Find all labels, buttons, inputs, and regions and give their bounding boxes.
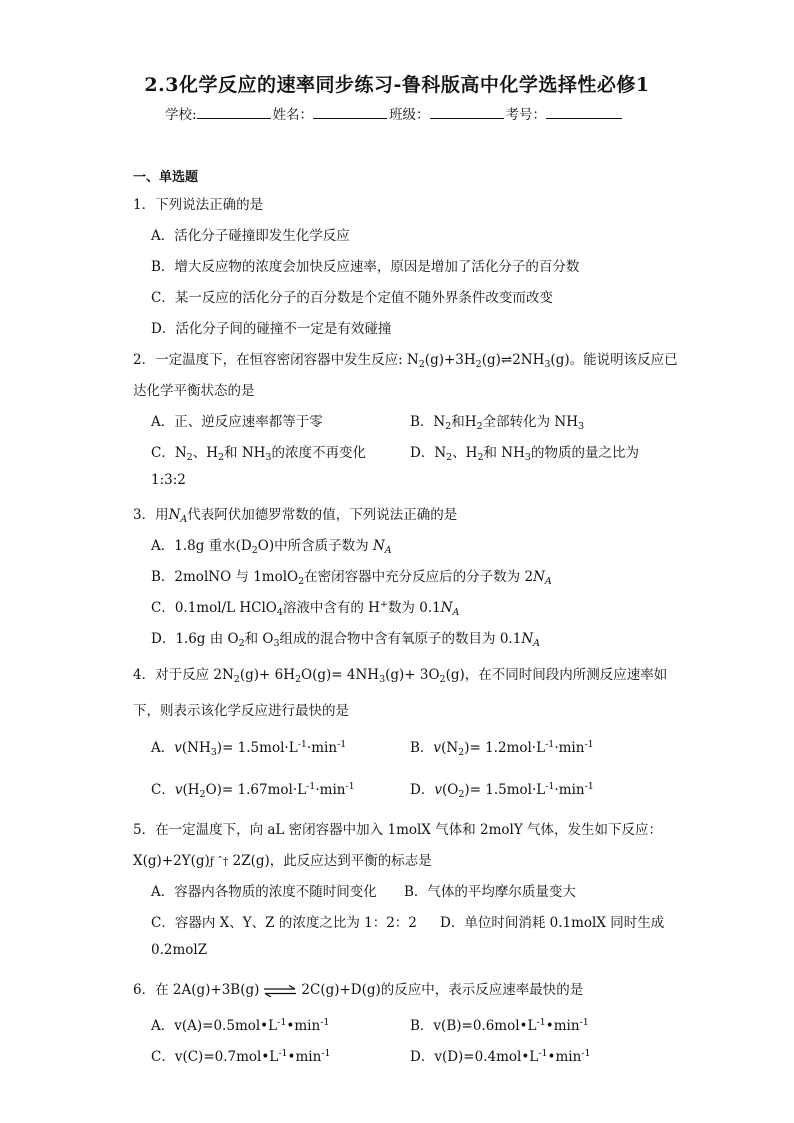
- q3-option-c: C．0.1mol/L HClO$_4$溶液中含有的 H+数为 $0.1N_A$: [151, 599, 460, 618]
- q5-option-b: B．气体的平均摩尔质量变大: [404, 884, 576, 900]
- q3-option-a: A．1.8g 重水$(D_2O)$中所含质子数为 $N_A$: [151, 538, 392, 556]
- q4-stem: 4．对于反应 $2N_2(g)+ 6H_2O(g)= 4NH_3(g)+ 3O_2(g)$，在不同时间段内所测反应速率如: [133, 667, 668, 685]
- q6-stem: 6．在 2A(g)+3B(g) 2C(g)+D(g)的反应中，表示反应速率最快的是: [133, 982, 584, 998]
- q6-option-d: D．$v(D)=0.4mol•L^{-1}•\min^{-1}$: [410, 1048, 591, 1065]
- name-blank[interactable]: [313, 106, 387, 119]
- class-blank[interactable]: [430, 106, 504, 119]
- exam-no-blank[interactable]: [546, 106, 622, 119]
- exam-no-label: 考号：: [505, 107, 547, 123]
- q2-stem-line2: 达化学平衡状态的是: [133, 383, 255, 399]
- q6-option-b: B．$v(B)=0.6mol•L^{-1}•\min^{-1}$: [410, 1017, 589, 1034]
- q4-stem-line2: 下，则表示该化学反应进行最快的是: [133, 703, 349, 719]
- page-title: 2.3化学反应的速率同步练习-鲁科版高中化学选择性必修1: [144, 74, 650, 96]
- q2-option-b: B．$N_2$和$H_2$全部转化为 $NH_3$: [410, 414, 585, 432]
- q1-option-c: C．某一反应的活化分子的百分数是个定值不随外界条件改变而改变: [151, 290, 553, 306]
- q4-option-b: B．$v(N_2)= 1.2mol\cdot L^{-1}\cdot\min^{-1}$: [410, 739, 594, 758]
- q2-option-d-line2: 1:3:2: [151, 472, 186, 488]
- q6-option-a: A．$v(A)=0.5mol•L^{-1}•\min^{-1}$: [151, 1017, 330, 1034]
- school-blank[interactable]: [197, 106, 271, 119]
- q1-option-a: A．活化分子碰撞即发生化学反应: [151, 228, 350, 244]
- q3-option-b: B．2molNO 与 1molO$_2$在密闭容器中充分反应后的分子数为 $2N_A$: [151, 569, 552, 587]
- q2-option-a: A．正、逆反应速率都等于零: [151, 414, 323, 430]
- name-label: 姓名：: [272, 107, 314, 123]
- student-info-row: [165, 103, 624, 123]
- q1-stem: 1．下列说法正确的是: [133, 197, 264, 213]
- q5-option-a: A．容器内各物质的浓度不随时间变化: [151, 884, 377, 900]
- q5-option-c: C．容器内 X、Y、Z 的浓度之比为 1：2：2: [151, 915, 417, 931]
- q4-option-a: A．$v(NH_3)= 1.5mol\cdot L^{-1}\cdot\min^{-1}$: [151, 739, 347, 758]
- q1-option-b: B．增大反应物的浓度会加快反应速率，原因是增加了活化分子的百分数: [151, 259, 580, 275]
- section-title: 一、单选题: [133, 170, 199, 185]
- q5-stem: 5．在一定温度下，向 aL 密闭容器中加入 1molX 气体和 2molY 气体，发生如下反应：: [133, 822, 663, 838]
- equilibrium-arrows-icon: [263, 985, 297, 997]
- school-label: 学校:: [165, 107, 197, 123]
- q2-option-d: D．$N_2$、$H_2$和 $NH_3$的物质的量之比为: [410, 445, 639, 463]
- q2-stem: 2．一定温度下，在恒容密闭容器中发生反应: $N_2(g)+3H_2(g)\rightleftharpoons 2NH_3(g)$。能说明该反应已: [133, 352, 678, 370]
- q1-option-d: D．活化分子间的碰撞不一定是有效碰撞: [151, 321, 392, 337]
- q2-option-c: C．$N_2$、$H_2$和 $NH_3$的浓度不再变化: [151, 445, 366, 463]
- q3-option-d: D．1.6g 由 $O_2$和 $O_3$组成的混合物中含有氧原子的数目为 $0.1N_A$: [151, 631, 540, 649]
- q6-option-c: C．$v(C)=0.7mol•L^{-1}•\min^{-1}$: [151, 1048, 331, 1065]
- class-label: 班级：: [389, 107, 430, 123]
- q4-option-d: D．$v(O_2)= 1.5mol\cdot L^{-1}\cdot\min^{-1}$: [410, 781, 594, 800]
- q5-option-d-line2: 0.2molZ: [151, 942, 208, 958]
- q5-stem-line2: X(g)+2Y(g)ƒ ˆ† 2Z(g)，此反应达到平衡的标志是: [133, 853, 432, 869]
- q3-stem: 3．用$N_A$代表阿伏加德罗常数的值，下列说法正确的是: [133, 507, 458, 525]
- q5-option-d: D．单位时间消耗 0.1molX 同时生成: [440, 915, 665, 931]
- q4-option-c: C．$v(H_2O)= 1.67mol\cdot L^{-1}\cdot\min^{-1}$: [151, 781, 355, 800]
